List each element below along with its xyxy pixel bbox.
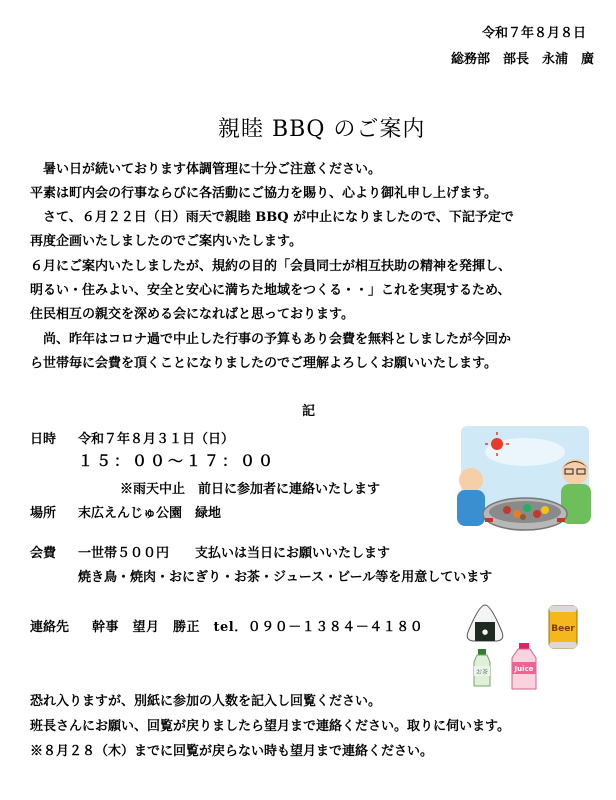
tea-bottle-illustration [470,648,494,688]
date-label: 日時 [30,432,57,447]
place-value: 末広えんじゅ公園 緑地 [78,506,222,521]
body-line: 再度企画いたしましたのでご案内いたします。 [30,234,302,249]
juice-label: Juice [514,665,534,673]
onigiri-label: ● [481,628,489,636]
contact-label: 連絡先 [30,620,70,635]
footer-line: 班長さんにお願い、回覧が戻りましたら望月まで連絡ください。取りに伺います。 [30,719,510,734]
footer-line: 恐れ入りますが、別紙に参加の人数を記入し回覧ください。 [30,694,382,709]
notice-date: 令和７年８月８日 [481,26,586,41]
place-label: 場所 [30,506,57,521]
date-value: 令和７年８月３１日（日） [78,432,235,447]
time-value: １５：００～１７：００ [78,452,277,470]
body-line: ６月にご案内いたしましたが、規約の目的「会員同士が相互扶助の精神を発揮し、 [30,259,512,274]
food-note: 焼き鳥・焼肉・おにぎり・お茶・ジュース・ビール等を用意しています [78,570,493,585]
body-line: 平素は町内会の行事ならびに各活動にご協力を賜り、心より御礼申し上げます。 [30,186,497,201]
body-line: 尚、昨年はコロナ過で中止した行事の予算もあり会費を無料としましたが今回か [30,332,512,347]
onigiri-illustration [462,602,508,644]
footer-line: ※８月２８（木）までに回覧が戻らない時も望月まで連絡ください。 [30,744,434,759]
body-line: ら世帯毎に会費を頂くことになりましたのでご理解よろしくお願いいたします。 [30,356,497,371]
body-line: 暑い日が続いております体調管理に十分ご注意ください。 [30,162,382,177]
beer-label: Beer [551,624,575,634]
bottle-label: お茶 [475,669,489,676]
page-title: 親睦 BBQ のご案内 [218,117,426,142]
beer-can-illustration [546,602,580,652]
body-line: 明るい・住みよい、安全と安心に満ちた地域をつくる・・」これを実現するため、 [30,283,511,298]
body-line: さて、６月２２日（日）雨天で親睦 BBQ が中止になりましたので、下記予定で [30,210,514,225]
body-line: 住民相互の親交を深める会になればと思っております。 [30,307,354,322]
rain-note: ※雨天中止 前日に参加者に連絡いたします [120,482,381,497]
fee-label: 会費 [30,546,57,561]
sun-icon [491,438,503,450]
fee-value: 一世帯５００円 支払いは当日にお願いいたします [78,546,391,561]
juice-bottle-illustration [506,642,542,692]
ki-heading: 記 [302,404,316,419]
sender-dept: 総務部 部長 永浦 廣 [450,52,594,67]
contact-value: 幹事 望月 勝正 tel．０９０－１３８４－４１８０ [92,620,424,635]
bbq-illustration [455,422,595,540]
